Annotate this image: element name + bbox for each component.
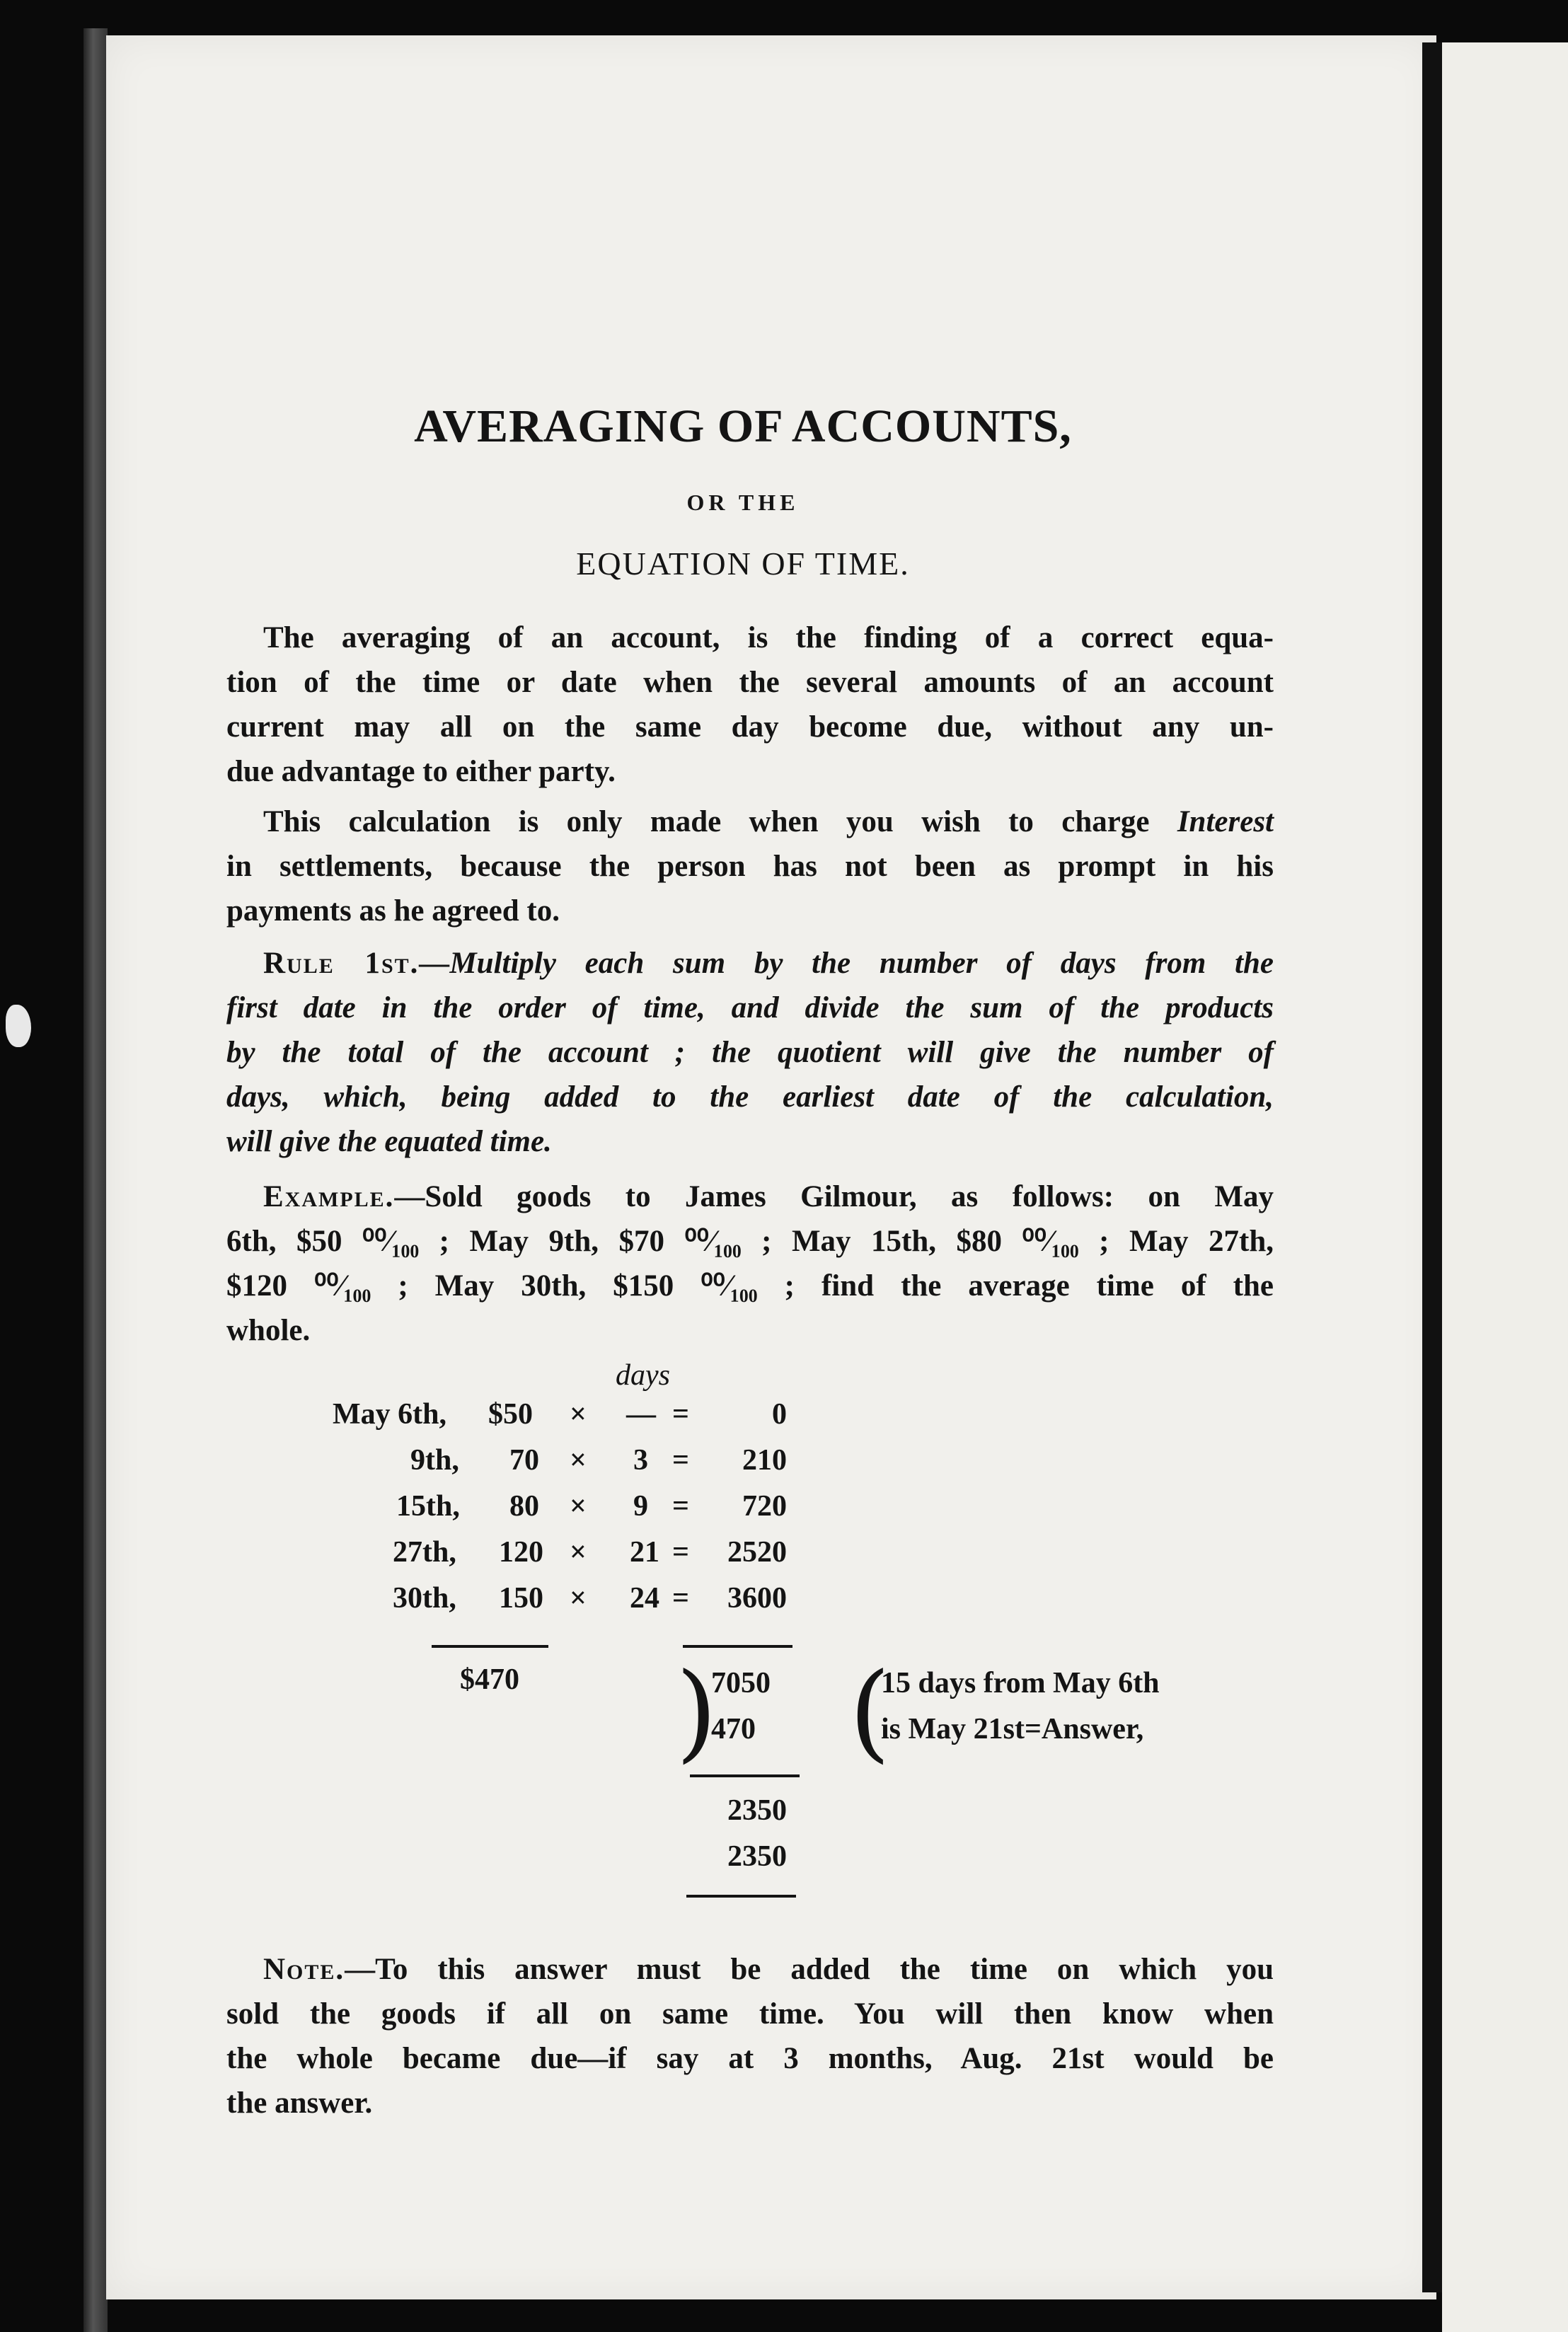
text-fragment: —Sold goods to James Gilmour, as follows: on May xyxy=(394,1180,1274,1213)
rule-paragraph xyxy=(226,941,1274,1164)
row-amount: $50 xyxy=(488,1398,533,1431)
division-bracket: ) xyxy=(676,1651,717,1774)
text-line: by the total of the account ; the quotient will give the number of xyxy=(226,1036,1274,1069)
row-days: 21 xyxy=(630,1536,659,1569)
total-rule xyxy=(432,1645,548,1648)
row-days: — xyxy=(626,1398,656,1431)
equals-sign: = xyxy=(672,1444,689,1477)
text-line: due advantage to either party. xyxy=(226,755,616,788)
text-line: days, which, being added to the earliest date of the calculation, xyxy=(226,1080,1274,1114)
answer-line-1: 15 days from May 6th xyxy=(881,1667,1160,1699)
divisor: 470 xyxy=(711,1713,756,1745)
dividend: 7050 xyxy=(711,1667,771,1699)
days-column-header: days xyxy=(616,1359,670,1392)
scan-blot xyxy=(6,1005,31,1047)
text-fragment: —To this answer must be added the time on which you xyxy=(345,1953,1274,1986)
text-line: The averaging of an account, is the finding of a correct equa- xyxy=(263,621,1274,654)
row-product: 3600 xyxy=(727,1582,787,1615)
row-date: 30th, xyxy=(393,1582,456,1615)
equals-sign: = xyxy=(672,1398,689,1431)
row-days: 24 xyxy=(630,1582,659,1615)
example-label: Example. xyxy=(263,1180,395,1213)
equals-sign: = xyxy=(672,1536,689,1569)
text-line xyxy=(226,941,1274,986)
partial-product: 2350 xyxy=(727,1794,787,1827)
times-sign: × xyxy=(570,1582,587,1615)
equals-sign: = xyxy=(672,1490,689,1523)
row-days: 9 xyxy=(633,1490,648,1523)
times-sign: × xyxy=(570,1444,587,1477)
text-line: payments as he agreed to. xyxy=(226,894,560,928)
facing-page-edge xyxy=(1442,42,1568,2332)
text-fragment: This calculation is only made when you wish to charge xyxy=(263,805,1177,838)
text-line: in settlements, because the person has not been as prompt in his xyxy=(226,850,1274,883)
text-line xyxy=(226,1947,1274,1992)
text-line: 6th, $50 ⁰⁰⁄₁₀₀ ; May 9th, $70 ⁰⁰⁄₁₀₀ ; May 15th, $80 ⁰⁰⁄₁₀₀ ; May 27th, xyxy=(226,1225,1274,1258)
row-date: 9th, xyxy=(410,1444,459,1477)
example-paragraph xyxy=(226,1174,1274,1353)
text-line xyxy=(226,1174,1274,1219)
text-line: $120 ⁰⁰⁄₁₀₀ ; May 30th, $150 ⁰⁰⁄₁₀₀ ; find the average time of the xyxy=(226,1269,1274,1303)
row-amount: 150 xyxy=(499,1582,543,1615)
text-line: tion of the time or date when the several amounts of an account xyxy=(226,666,1274,699)
note-label: Note. xyxy=(263,1953,345,1986)
title-connector: OR THE xyxy=(686,490,800,515)
text-line: sold the goods if all on same time. You will then know when xyxy=(226,1997,1274,2031)
sum-rule xyxy=(683,1645,792,1648)
row-date: May 6th, xyxy=(333,1398,446,1431)
page-subtitle: EQUATION OF TIME. xyxy=(576,546,910,582)
interest-word: Interest xyxy=(1177,805,1274,838)
book-gutter xyxy=(83,28,108,2332)
text-fragment: —Multiply each sum by the number of days from the xyxy=(419,947,1274,980)
answer-bracket: ( xyxy=(849,1651,891,1774)
times-sign: × xyxy=(570,1398,587,1431)
row-date: 27th, xyxy=(393,1536,456,1569)
equals-sign: = xyxy=(672,1582,689,1615)
text-line xyxy=(226,800,1274,844)
total-amount: $470 xyxy=(460,1663,519,1696)
intro-paragraph xyxy=(226,616,1274,794)
row-amount: 70 xyxy=(509,1444,539,1477)
page-edge-band xyxy=(1422,42,1442,2292)
rule-label: Rule 1st. xyxy=(263,947,420,980)
text-line: first date in the order of time, and divide the sum of the products xyxy=(226,991,1274,1024)
row-amount: 120 xyxy=(499,1536,543,1569)
row-product: 210 xyxy=(742,1444,787,1477)
row-product: 0 xyxy=(772,1398,787,1431)
final-rule xyxy=(686,1895,796,1898)
text-line: the answer. xyxy=(226,2086,373,2120)
text-line: the whole became due—if say at 3 months, Aug. 21st would be xyxy=(226,2042,1274,2075)
row-amount: 80 xyxy=(509,1490,539,1523)
row-product: 720 xyxy=(742,1490,787,1523)
partial-product: 2350 xyxy=(727,1840,787,1873)
text-line: whole. xyxy=(226,1314,311,1347)
row-date: 15th, xyxy=(396,1490,460,1523)
note-paragraph xyxy=(226,1947,1274,2125)
page-title: AVERAGING OF ACCOUNTS, xyxy=(414,400,1072,452)
calculation-paragraph xyxy=(226,800,1274,933)
partial-rule xyxy=(690,1774,800,1777)
answer-line-2: is May 21st=Answer, xyxy=(881,1713,1144,1745)
times-sign: × xyxy=(570,1536,587,1569)
row-days: 3 xyxy=(633,1444,648,1477)
times-sign: × xyxy=(570,1490,587,1523)
text-line: will give the equated time. xyxy=(226,1125,552,1158)
row-product: 2520 xyxy=(727,1536,787,1569)
text-line: current may all on the same day become due, without any un- xyxy=(226,710,1274,744)
